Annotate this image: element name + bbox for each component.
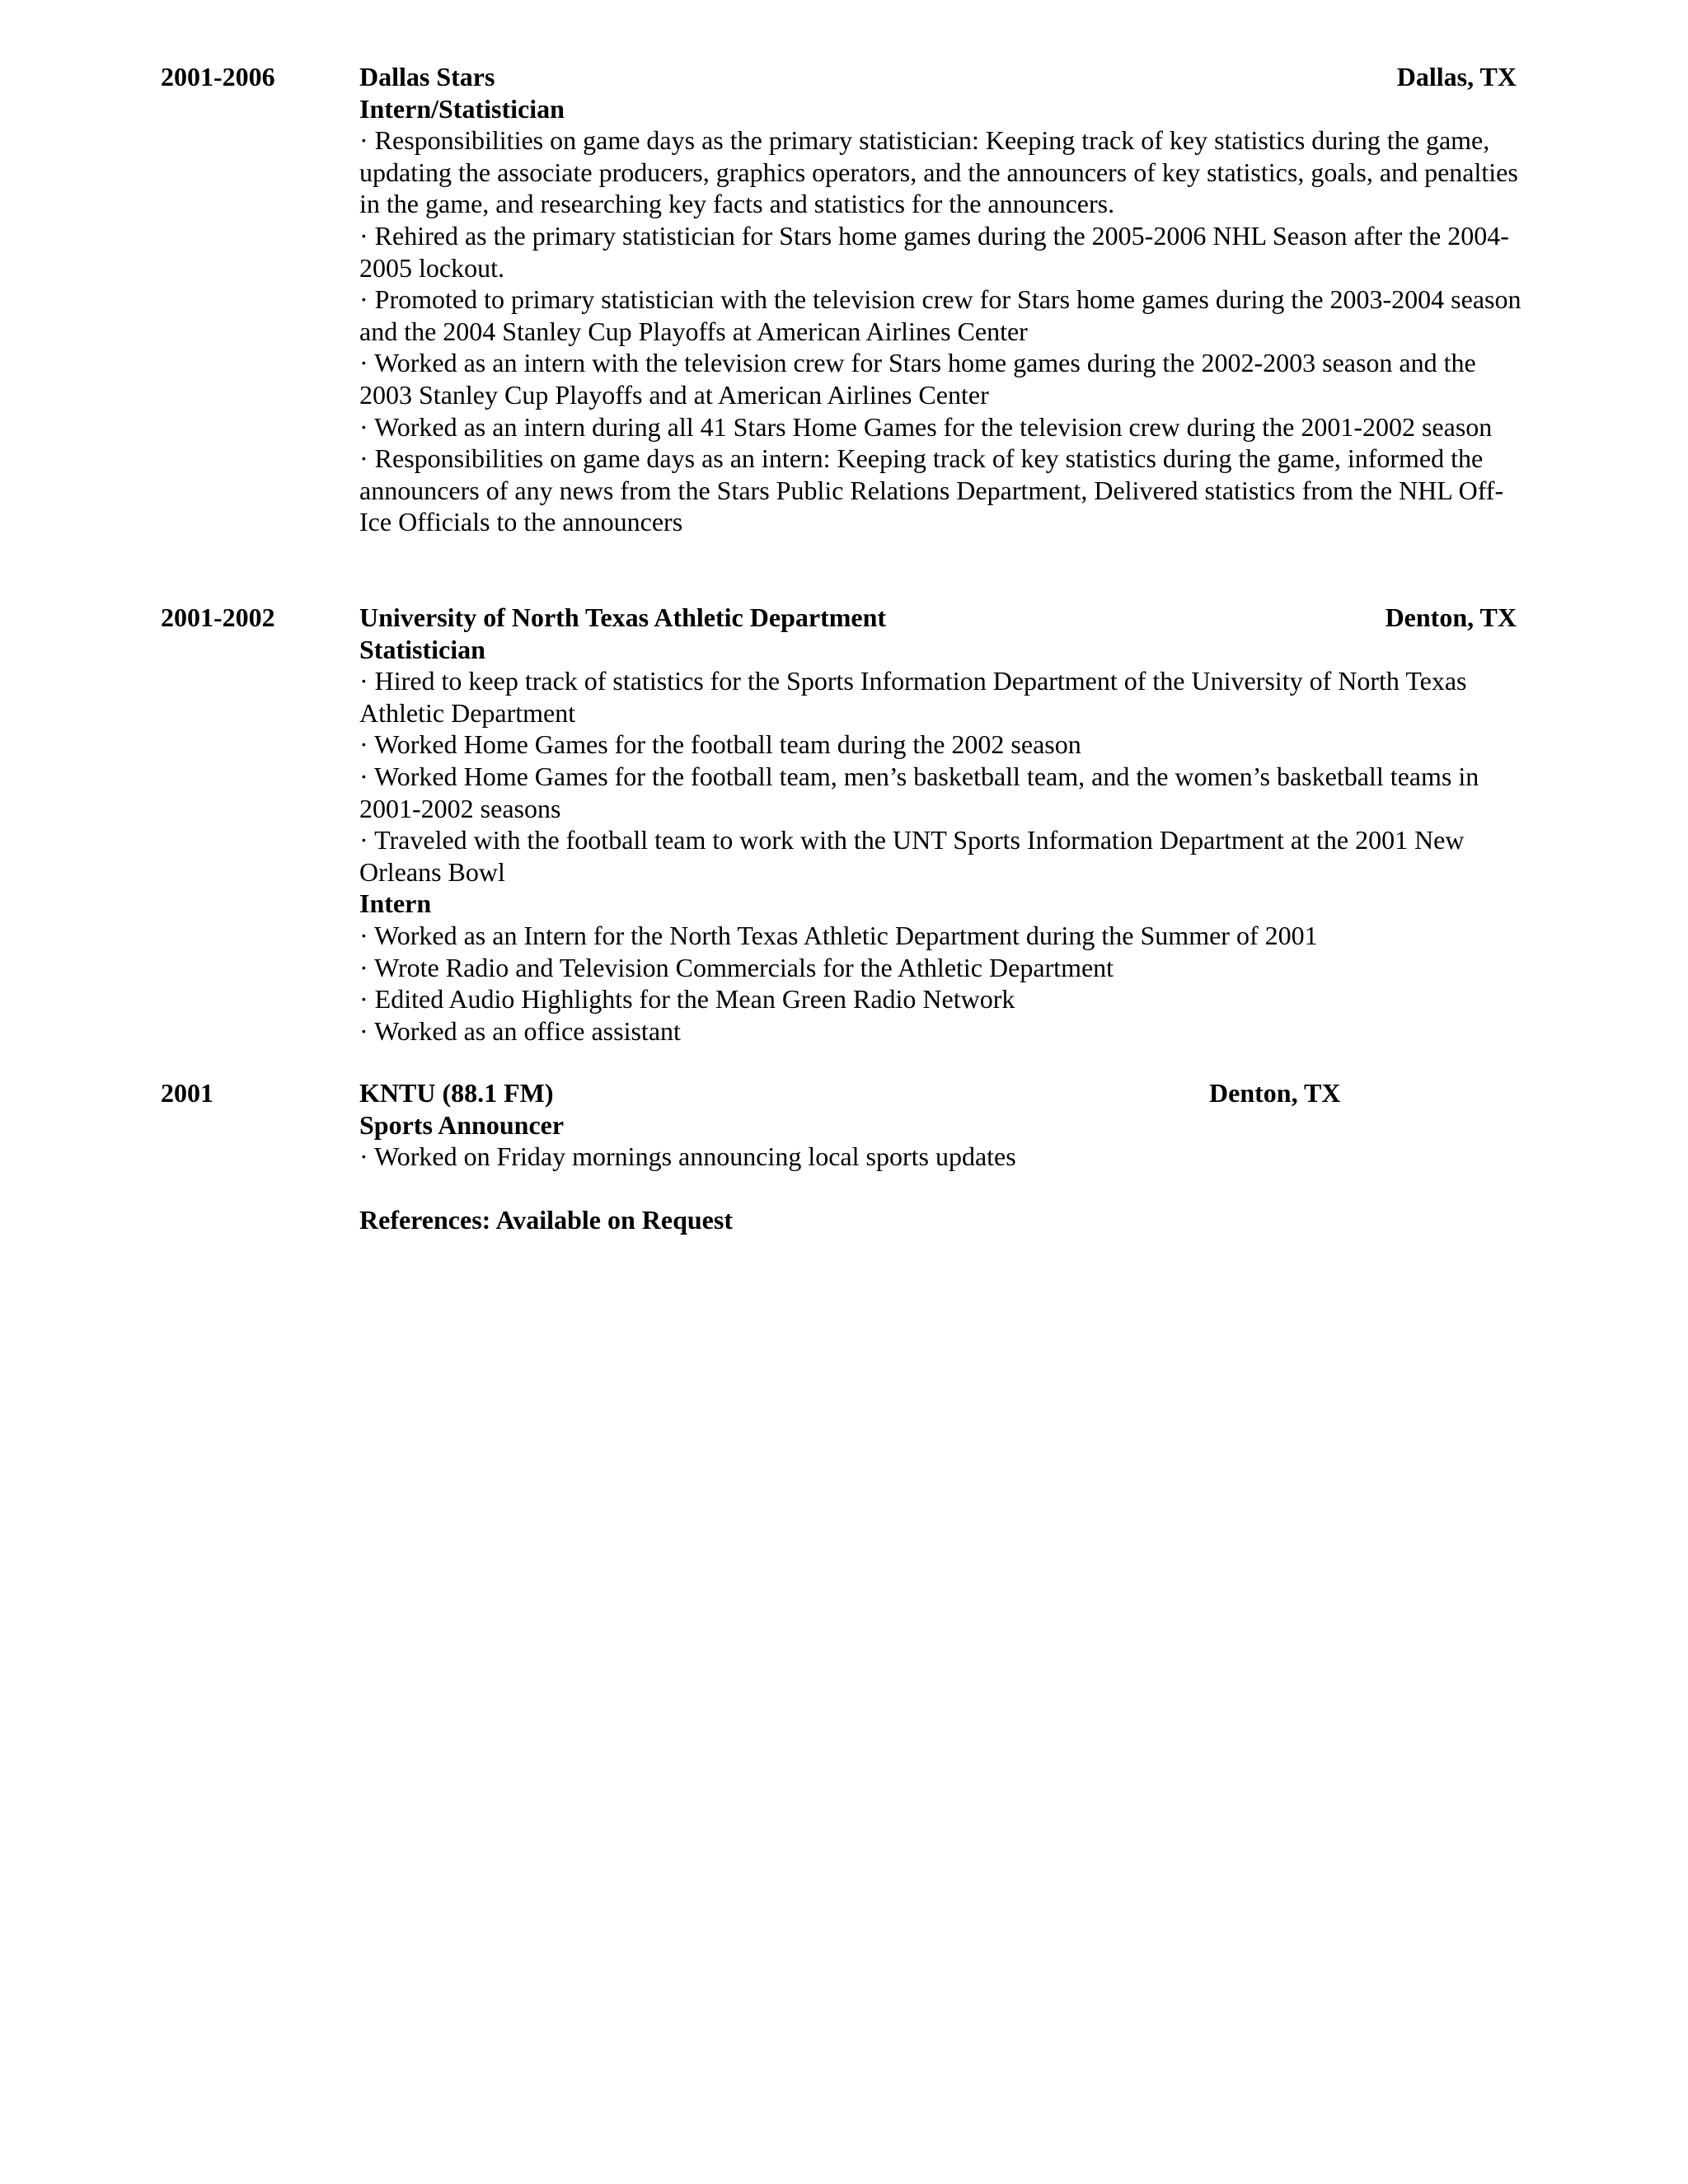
bullet-item: · Worked as an Intern for the North Texas Athletic Department during the Summer of 2001 — [359, 920, 1318, 950]
entry-location: Dallas, TX — [1396, 62, 1517, 91]
entry-years: 2001-2006 — [161, 62, 275, 91]
bullet-item: · Edited Audio Highlights for the Mean Green Radio Network — [359, 984, 1015, 1015]
entry-years: 2001 — [161, 1078, 213, 1108]
bullet-item: · Worked on Friday mornings announcing local sports updates — [359, 1141, 1016, 1172]
entry-details — [359, 93, 1522, 538]
entry-role-title: Statistician — [359, 634, 485, 664]
entry-details — [359, 634, 1522, 1047]
bullet-item: · Responsibilities on game days as the primary statistician: Keeping track of key statistics during the game, updating the associate producers, graphics operators, and the announcers of key statistics, goals, and penalties in the game, and researching key facts and statistics for the announcers. — [359, 125, 1518, 219]
entry-role-title: Intern/Statistician — [359, 93, 565, 124]
bullet-item: · Worked as an intern during all 41 Stars Home Games for the television crew during the 2001-2002 season — [359, 411, 1493, 442]
bullet-item: · Hired to keep track of statistics for the Sports Information Department of the University of North Texas Athletic Department — [359, 666, 1467, 728]
bullet-item: · Responsibilities on game days as an intern: Keeping track of key statistics during the game, informed the announcers of any news from the Stars Public Relations Department, Delivered statistics from the NHL Off-Ice Officials to the announcers — [359, 443, 1504, 537]
entry-location: Denton, TX — [1385, 602, 1517, 632]
entry-years: 2001-2002 — [161, 602, 275, 632]
experience-entry-kntu — [0, 1077, 1688, 1184]
entry-employer: KNTU (88.1 FM) — [359, 1078, 554, 1108]
bullet-item: · Wrote Radio and Television Commercials for the Athletic Department — [359, 952, 1114, 982]
experience-entry-dallas-stars — [0, 61, 1688, 572]
entry-role-title: Sports Announcer — [359, 1109, 565, 1140]
bullet-item: · Promoted to primary statistician with the television crew for Stars home games during the 2003-2004 season and the 2004 Stanley Cup Playoffs at American Airlines Center — [359, 284, 1522, 346]
experience-entry-unt-athletics — [0, 602, 1688, 1063]
bullet-item: · Traveled with the football team to work with the UNT Sports Information Department at the 2001 New Orleans Bowl — [359, 825, 1465, 887]
bullet-item: · Worked as an intern with the television crew for Stars home games during the 2002-2003 season and the 2003 Stanley Cup Playoffs and at American Airlines Center — [359, 348, 1476, 410]
bullet-item: · Worked Home Games for the football team, men’s basketball team, and the women’s basketball teams in 2001-2002 seasons — [359, 761, 1479, 823]
bullet-item: · Worked Home Games for the football team during the 2002 season — [359, 729, 1081, 760]
entry-employer: University of North Texas Athletic Department — [359, 602, 887, 632]
bullet-item: · Rehired as the primary statistician for Stars home games during the 2005-2006 NHL Season after the 2004-2005 lockout. — [359, 220, 1509, 283]
entry-location: Denton, TX — [1209, 1078, 1341, 1108]
entry-role-title: Intern — [359, 888, 432, 919]
references-line: References: Available on Request — [359, 1205, 733, 1235]
entry-details — [359, 1109, 1522, 1173]
entry-employer: Dallas Stars — [359, 62, 495, 91]
bullet-item: · Worked as an office assistant — [359, 1015, 681, 1046]
